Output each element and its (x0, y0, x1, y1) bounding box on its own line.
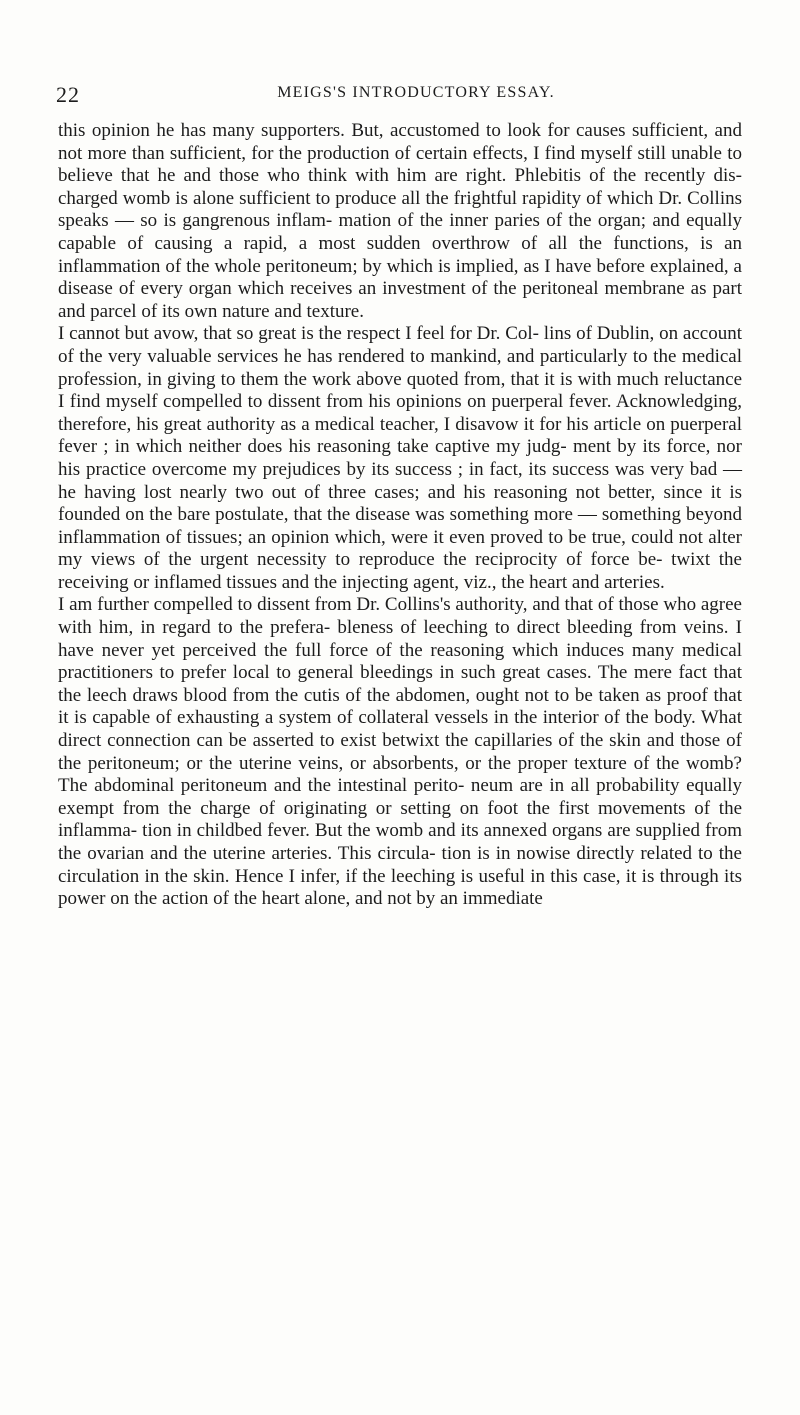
body-text (58, 120, 742, 911)
running-head: MEIGS'S INTRODUCTORY ESSAY. (277, 84, 555, 101)
page-number: 22 (56, 82, 80, 107)
paragraph-2: I cannot but avow, that so great is the respect I feel for Dr. Col- lins of Dublin, on account of the very valuable services he has rendered to mankind, and particularly to the medical profession, in giving to them the work above quoted from, that it is with much reluctance I find myself compelled to dissent from his opinions on puerperal fever. Acknowledging, therefore, his great authority as a medical teacher, I disavow it for his article on puerperal fever ; in which neither does his reasoning take captive my judg- ment by its force, nor his practice overcome my prejudices by its success ; in fact, its success was very bad — he having lost nearly two out of three cases; and his reasoning not better, since it is founded on the bare postulate, that the disease was something more — something beyond inflammation of tissues; an opinion which, were it even proved to be true, could not alter my views of the urgent necessity to reproduce the reciprocity of force be- twixt the receiving or inflamed tissues and the injecting agent, viz., the heart and arteries. (58, 323, 742, 593)
page-header (56, 82, 746, 112)
paragraph-1: this opinion he has many supporters. But, accustomed to look for causes sufficient, and not more than sufficient, for the production of certain effects, I find myself still unable to believe that he and those who think with him are right. Phlebitis of the recently dis- charged womb is alone sufficient to produce all the frightful rapidity of which Dr. Collins speaks — so is gangrenous inflam- mation of the inner paries of the organ; and equally capable of causing a rapid, a most sudden overthrow of all the functions, is an inflammation of the whole peritoneum; by which is implied, as I have before explained, a disease of every organ which receives an investment of the peritoneal membrane as part and parcel of its own nature and texture. (58, 120, 742, 322)
paragraph-3: I am further compelled to dissent from Dr. Collins's authority, and that of those who agree with him, in regard to the prefera- bleness of leeching to direct bleeding from veins. I have never yet perceived the full force of the reasoning which induces many medical practitioners to prefer local to general bleedings in such great cases. The mere fact that the leech draws blood from the cutis of the abdomen, ought not to be taken as proof that it is capable of exhausting a system of collateral vessels in the interior of the body. What direct connection can be asserted to exist betwixt the capillaries of the skin and those of the peritoneum; or the uterine veins, or absorbents, or the proper texture of the womb? The abdominal peritoneum and the intestinal perito- neum are in all probability equally exempt from the charge of originating or setting on foot the first movements of the inflamma- tion in childbed fever. But the womb and its annexed organs are supplied from the ovarian and the uterine arteries. This circula- tion is in nowise directly related to the circulation in the skin. Hence I infer, if the leeching is useful in this case, it is through its power on the action of the heart alone, and not by an immediate (58, 594, 742, 910)
